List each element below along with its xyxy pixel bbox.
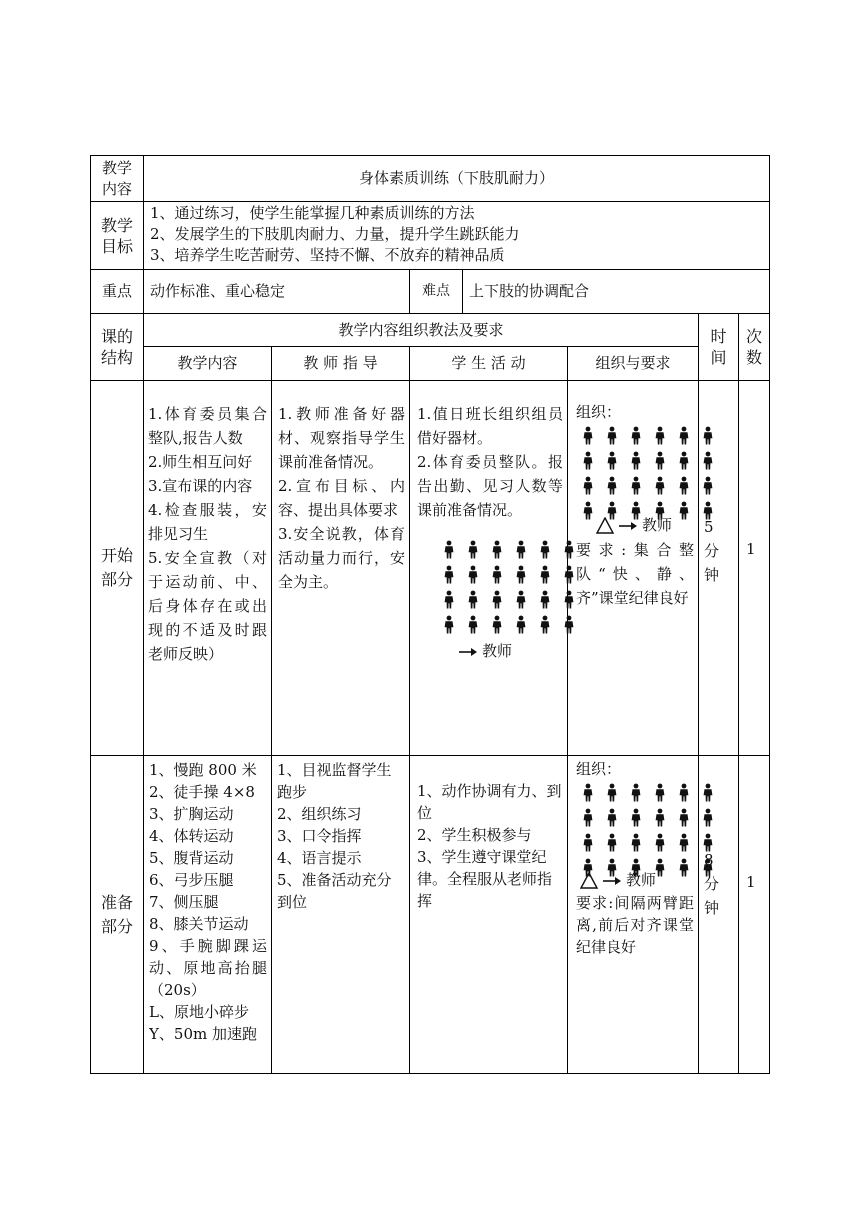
student-figure-icon xyxy=(580,808,596,827)
student-figure-icon xyxy=(652,451,668,470)
student-figure-icon xyxy=(676,476,692,495)
student-figure-icon xyxy=(561,565,577,584)
student-figure-icon xyxy=(580,426,596,445)
time-start: 5 分 钟 xyxy=(704,518,720,584)
difficulty-label: 难点 xyxy=(422,283,450,299)
section-student-prep: 1、动作协调有力、到位 2、学生积极参与 3、学生遵守课堂纪律。全程服从老师指挥 xyxy=(417,782,562,910)
student-figure-icon xyxy=(489,590,505,609)
section-content-start: 1.体育委员集合整队,报告人数 2.师生相互问好 3.宣布课的内容 4.检查服装，安排见习生 5.安全宣教（对于运动前、中、后身体存在或出现的不适及时跟老师反映） xyxy=(148,405,267,663)
student-figure-icon xyxy=(537,615,553,634)
student-figure-icon xyxy=(537,540,553,559)
student-figure-icon xyxy=(580,451,596,470)
arrow-right-icon xyxy=(458,647,478,657)
section-teacher-start: 1.教师准备好器材、观察指导学生课前准备情况。 2.宣布目标、内容、提出具体要求 3.安全说教，体育活动量力而行，安全为主。 xyxy=(278,405,405,591)
student-figure-icon xyxy=(676,451,692,470)
student-figure-icon xyxy=(604,451,620,470)
arrow-right-icon xyxy=(602,876,622,886)
teacher-triangle-icon xyxy=(580,872,598,889)
org-formation-prep xyxy=(580,783,716,877)
student-figure-icon xyxy=(580,833,596,852)
count-header: 次 数 xyxy=(745,327,762,367)
student-figure-icon xyxy=(652,426,668,445)
org-requirements-start: 要求:集合整队“快、静、齐”课堂纪律良好 xyxy=(576,541,694,607)
org-title-start: 组织： xyxy=(576,403,622,421)
student-figure-icon xyxy=(537,590,553,609)
student-figure-icon xyxy=(465,590,481,609)
content-header: 教学内容 xyxy=(177,354,238,372)
student-figure-icon xyxy=(628,426,644,445)
student-figure-icon xyxy=(604,476,620,495)
student-figure-icon xyxy=(628,808,644,827)
student-figure-icon xyxy=(628,833,644,852)
organization-header: 组织与要求 xyxy=(595,354,671,372)
student-figure-icon xyxy=(676,833,692,852)
student-figure-icon xyxy=(604,783,620,802)
goals-label: 教学 目标 xyxy=(100,215,133,256)
section-content-prep: 1、慢跑 800 米 2、徒手操 4×8 3、扩胸运动 4、体转运动 5、腹背运动 6、弓步压腿 7、侧压腿 8、膝关节运动 9、手腕脚踝运动、原地高抬腿（20s） L、原地小碎步 Y、50m 加速跑 xyxy=(149,761,267,1043)
student-header: 学 生 活 动 xyxy=(451,354,526,372)
student-figure-icon xyxy=(441,540,457,559)
student-figure-icon xyxy=(700,808,716,827)
teacher-triangle-icon xyxy=(596,517,614,534)
count-prep: 1 xyxy=(746,873,756,891)
goal-item: 3、培养学生吃苦耐劳、坚持不懈、不放弃的精神品质 xyxy=(150,246,505,264)
goal-item: 1、通过练习，使学生能掌握几种素质训练的方法 xyxy=(150,204,475,222)
student-figure-icon xyxy=(628,783,644,802)
student-formation xyxy=(441,540,577,634)
content-label: 教学 内容 xyxy=(101,158,132,198)
student-teacher-marker: 教师 xyxy=(458,641,512,662)
key-value: 动作标准、重心稳定 xyxy=(150,282,286,300)
student-figure-icon xyxy=(700,476,716,495)
student-figure-icon xyxy=(676,858,692,877)
org-teacher-marker-prep: 教师 xyxy=(580,870,656,891)
student-figure-icon xyxy=(441,590,457,609)
student-figure-icon xyxy=(441,615,457,634)
student-figure-icon xyxy=(676,783,692,802)
student-figure-icon xyxy=(628,476,644,495)
structure-header: 课的 结构 xyxy=(100,327,133,367)
student-figure-icon xyxy=(465,540,481,559)
goal-item: 2、发展学生的下肢肌肉耐力、力量，提升学生跳跃能力 xyxy=(150,225,520,243)
student-figure-icon xyxy=(580,501,596,520)
student-figure-icon xyxy=(628,451,644,470)
student-figure-icon xyxy=(489,615,505,634)
section-name-prep: 准备 部分 xyxy=(100,892,133,936)
difficulty-value: 上下肢的协调配合 xyxy=(469,282,590,300)
student-figure-icon xyxy=(676,808,692,827)
student-figure-icon xyxy=(489,540,505,559)
org-requirements-prep: 要求:间隔两臂距离,前后对齐课堂纪律良好 xyxy=(576,894,694,956)
count-start: 1 xyxy=(746,540,756,558)
org-formation-start xyxy=(580,426,716,520)
org-teacher-marker-start: 教师 xyxy=(596,515,672,536)
arrow-right-icon xyxy=(618,521,638,531)
student-figure-icon xyxy=(465,565,481,584)
student-figure-icon xyxy=(465,615,481,634)
student-figure-icon xyxy=(604,808,620,827)
section-name-start: 开始 部分 xyxy=(100,546,133,589)
student-figure-icon xyxy=(537,565,553,584)
student-figure-icon xyxy=(652,476,668,495)
student-figure-icon xyxy=(700,451,716,470)
student-figure-icon xyxy=(513,615,529,634)
student-figure-icon xyxy=(513,565,529,584)
key-label: 重点 xyxy=(101,282,132,300)
student-figure-icon xyxy=(700,783,716,802)
time-prep: 8 分 钟 xyxy=(704,851,720,917)
content-value: 身体素质训练（下肢肌耐力） xyxy=(358,169,554,187)
student-figure-icon xyxy=(561,590,577,609)
section-student-start: 1.值日班长组织组员借好器材。 2.体育委员整队。报告出勤、见习人数等课前准备情况。 xyxy=(417,405,563,519)
student-figure-icon xyxy=(513,590,529,609)
goals-list xyxy=(150,203,765,269)
student-figure-icon xyxy=(676,426,692,445)
student-figure-icon xyxy=(489,565,505,584)
student-figure-icon xyxy=(652,833,668,852)
time-header: 时 间 xyxy=(710,327,727,367)
student-figure-icon xyxy=(676,501,692,520)
org-title-prep: 组织： xyxy=(576,760,622,778)
student-figure-icon xyxy=(700,426,716,445)
teacher-header: 教 师 指 导 xyxy=(303,354,378,372)
student-figure-icon xyxy=(441,565,457,584)
student-figure-icon xyxy=(604,426,620,445)
student-figure-icon xyxy=(513,540,529,559)
section-teacher-prep: 1、目视监督学生跑步 2、组织练习 3、口令指挥 4、语言提示 5、准备活动充分到位 xyxy=(277,761,392,911)
student-figure-icon xyxy=(580,476,596,495)
student-figure-icon xyxy=(561,615,577,634)
student-figure-icon xyxy=(580,783,596,802)
student-figure-icon xyxy=(604,833,620,852)
group-header: 教学内容组织教法及要求 xyxy=(338,320,504,339)
student-figure-icon xyxy=(561,540,577,559)
student-figure-icon xyxy=(652,783,668,802)
student-figure-icon xyxy=(652,808,668,827)
